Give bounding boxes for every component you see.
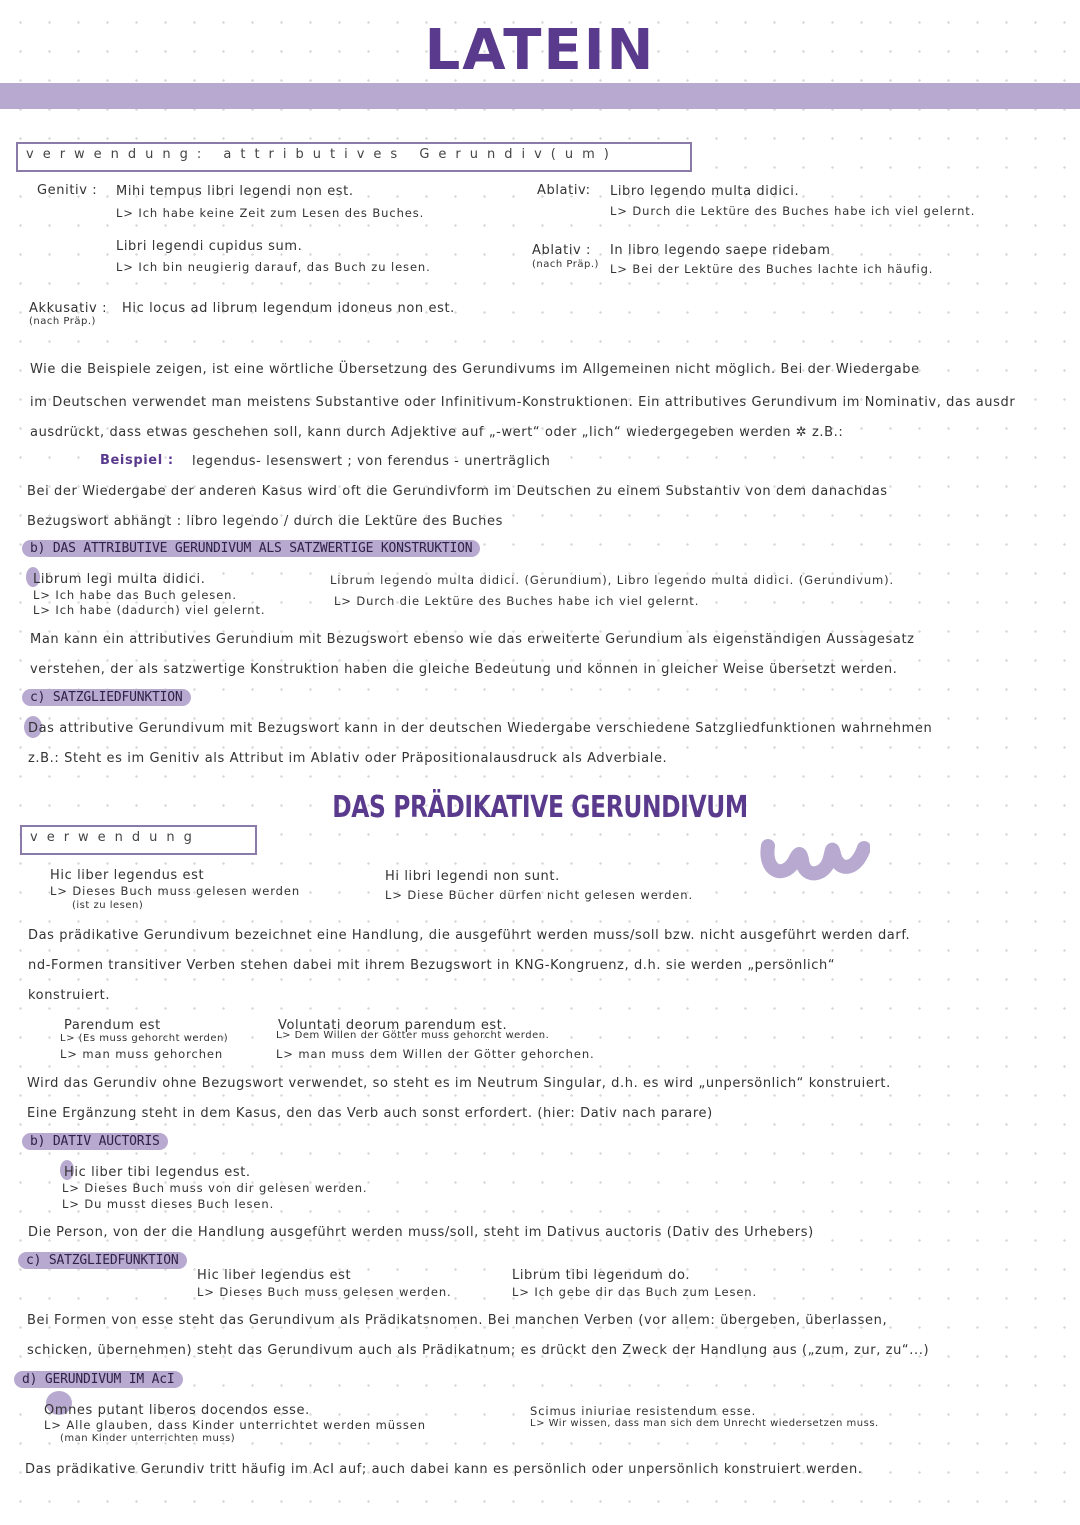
dativ-example: Hic liber tibi legendus est. [64,1165,251,1180]
genitiv-label: Genitiv : [37,183,98,198]
paragraph-1-line-1: Wie die Beispiele zeigen, ist eine wörtliche Übersetzung des Gerundivums im Allgemeinen nicht möglich. Bei der Wiedergabe [30,362,920,377]
s2-paragraph-2-line-2: Eine Ergänzung steht in dem Kasus, den das Verb auch sonst erfordert. (hier: Dativ nach parare) [27,1106,713,1121]
s2-paragraph-1-line-1: Das prädikative Gerundivum bezeichnet eine Handlung, die ausgeführt werden muss/soll bzw. nicht ausgeführt werden darf. [28,928,911,943]
akkusativ-label: Akkusativ : [29,301,108,316]
akkusativ-example: Hic locus ad librum legendum idoneus non est. [122,301,455,316]
aci-translation-1a: L> Alle glauben, dass Kinder unterrichtet werden müssen [44,1418,426,1432]
parendum-example-1: Parendum est [64,1018,161,1033]
s2-paragraph-2-line-1: Wird das Gerundiv ohne Bezugswort verwendet, so steht es im Neutrum Singular, d.h. es wird „unpersönlich“ konstruiert. [27,1076,891,1091]
praed-example-1: Hic liber legendus est [50,868,205,883]
genitiv-translation-1: L> Ich habe keine Zeit zum Lesen des Buches. [116,206,425,220]
s2-paragraph-3: Die Person, von der die Handlung ausgeführt werden muss/soll, steht im Dativus auctoris (Dativ des Urhebers) [28,1225,814,1240]
ablativ-label: Ablativ: [537,183,591,198]
c-translation-1: L> Dieses Buch muss gelesen werden. [197,1285,452,1299]
genitiv-translation-2: L> Ich bin neugierig darauf, das Buch zu lesen. [116,260,431,274]
ablativ-translation-1: L> Durch die Lektüre des Buches habe ich viel gelernt. [610,204,976,218]
paragraph-4-line-1: Das attributive Gerundivum mit Bezugswort kann in der deutschen Wiedergabe verschiedene Satzgliedfunktionen wahrnehmen [28,721,933,736]
aci-translation-1b: (man Kinder unterrichten muss) [60,1433,236,1444]
paragraph-1-line-2: im Deutschen verwendet man meistens Substantive oder Infinitivum-Konstruktionen. Ein attributives Gerundivum im Nominativ, das ausdr [30,395,1016,410]
aci-translation-2: L> Wir wissen, dass man sich dem Unrecht wiedersetzen muss. [530,1418,879,1429]
parendum-translation-1a: L> (Es muss gehorcht werden) [60,1033,229,1044]
parendum-example-2: Voluntati deorum parendum est. [278,1018,508,1033]
section-title-praedikativ: DAS PRÄDIKATIVE GERUNDIVUM [332,790,748,825]
ablativ2-translation: L> Bei der Lektüre des Buches lachte ich häufig. [610,262,934,276]
genitiv-example-2: Libri legendi cupidus sum. [116,239,303,254]
heading-satzgliedfunktion-1: c) SATZGLIEDFUNKTION [22,689,191,706]
s2-paragraph-1-line-2: nd-Formen transitiver Verben stehen dabei mit ihrem Bezugswort in KNG-Kongruenz, d.h. sie werden „persönlich“ [28,958,836,973]
paragraph-3-line-2: verstehen, der als satzwertige Konstruktion haben die gleiche Bedeutung und können in gleicher Weise übersetzt werden. [30,662,898,677]
ablativ2-label: Ablativ : [532,243,592,258]
parendum-translation-2a: L> Dem Willen der Götter muss gehorcht werden. [276,1030,550,1041]
beispiel-text: legendus- lesenswert ; von ferendus - unerträglich [192,454,551,469]
genitiv-example-1: Mihi tempus libri legendi non est. [116,184,354,199]
praed-translation-1: L> Dieses Buch muss gelesen werden [50,884,301,898]
dativ-translation-1: L> Dieses Buch muss von dir gelesen werden. [62,1181,368,1195]
b-right-example: Librum legendo multa didici. (Gerundium), Libro legendo multa didici. (Gerundivum). [330,573,895,587]
header-band [0,83,1080,109]
parendum-translation-2b: L> man muss dem Willen der Götter gehorchen. [276,1047,595,1061]
heading-gerundivum-im-aci: d) GERUNDIVUM IM AcI [14,1371,183,1388]
s2-paragraph-5: Das prädikative Gerundiv tritt häufig im AcI auf; auch dabei kann es persönlich oder unpersönlich konstruiert werden. [25,1462,863,1477]
aci-example-2: Scimus iniuriae resistendum esse. [530,1404,757,1418]
paragraph-2-line-1: Bei der Wiedergabe der anderen Kasus wird oft die Gerundivform im Deutschen zu einem Substantiv von dem danachdas [27,484,888,499]
dativ-translation-2: L> Du musst dieses Buch lesen. [62,1197,275,1211]
akkusativ-note: (nach Präp.) [29,316,96,327]
heading-dativ-auctoris: b) DATIV AUCTORIS [22,1133,168,1150]
heading-satzgliedfunktion-2: c) SATZGLIEDFUNKTION [18,1252,187,1269]
ablativ2-note: (nach Präp.) [532,259,599,270]
b-left-example: Librum legi multa didici. [33,572,206,587]
s2-paragraph-4-line-2: schicken, übernehmen) steht das Gerundivum auch als Prädikatnum; es drückt den Zweck der Handlung aus („zum, zur, zu“...) [27,1343,930,1358]
c-example-2: Librum tibi legendum do. [512,1268,691,1283]
decorative-squiggle [760,832,870,887]
b-left-translation-2: L> Ich habe (dadurch) viel gelernt. [33,603,266,617]
b-left-translation-1: L> Ich habe das Buch gelesen. [33,588,237,602]
parendum-translation-1b: L> man muss gehorchen [60,1047,224,1061]
s2-paragraph-1-line-3: konstruiert. [28,988,111,1003]
paragraph-3-line-1: Man kann ein attributives Gerundium mit Bezugswort ebenso wie das erweiterte Gerundium als eigenständigen Aussagesatz [30,632,915,647]
paragraph-1-line-3: ausdrückt, dass etwas geschehen soll, kann durch Adjektive auf „-wert“ oder „lich“ wiedergegeben werden ✲ z.B.: [30,425,844,440]
praed-translation-1b: (ist zu lesen) [72,900,144,911]
aci-example-1: Omnes putant liberos docendos esse. [44,1403,310,1418]
praed-example-2: Hi libri legendi non sunt. [385,869,560,884]
heading-satzwertige-konstruktion: b) DAS ATTRIBUTIVE GERUNDIVUM ALS SATZWERTIGE KONSTRUKTION [22,540,480,557]
paragraph-2-line-2: Bezugswort abhängt : libro legendo / durch die Lektüre des Buches [27,514,503,529]
usage-box-praedikativ: verwendung [20,825,257,855]
page-title: LATEIN [424,18,656,83]
ablativ2-example: In libro legendo saepe ridebam [610,243,831,258]
ablativ-example-1: Libro legendo multa didici. [610,184,800,199]
beispiel-label: Beispiel : [100,453,174,468]
s2-paragraph-4-line-1: Bei Formen von esse steht das Gerundivum als Prädikatsnomen. Bei manchen Verben (vor allem: übergeben, überlassen, [27,1313,888,1328]
usage-box-attributive: verwendung: attributives Gerundiv(um) [16,142,692,172]
praed-translation-2: L> Diese Bücher dürfen nicht gelesen werden. [385,888,694,902]
b-right-translation: L> Durch die Lektüre des Buches habe ich viel gelernt. [334,594,700,608]
paragraph-4-line-2: z.B.: Steht es im Genitiv als Attribut im Ablativ oder Präpositionalausdruck als Adverbiale. [28,751,668,766]
c-example-1: Hic liber legendus est [197,1268,352,1283]
c-translation-2: L> Ich gebe dir das Buch zum Lesen. [512,1285,758,1299]
